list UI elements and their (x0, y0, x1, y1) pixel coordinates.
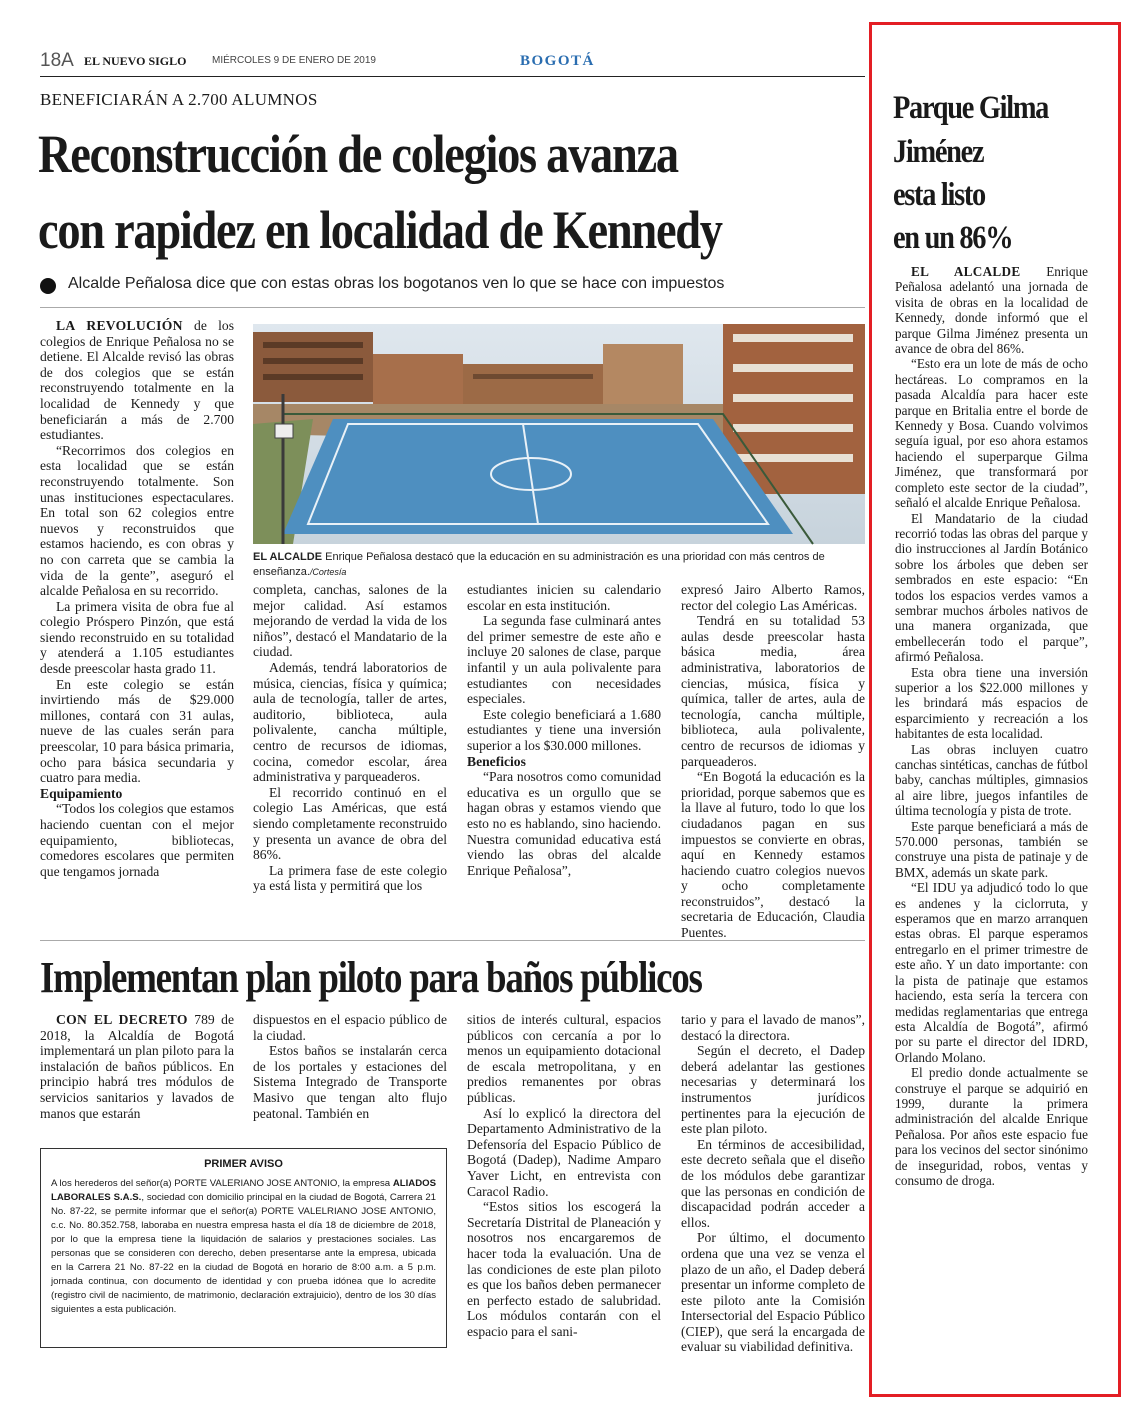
photo-credit: /Cortesía (309, 567, 347, 577)
header-rule (40, 76, 865, 77)
paragraph: de los colegios de Enrique Peñalosa no se detiene. El Alcalde revisó las obras de dos colegios que se están reconstruyendo totalmente en la localidad de Kennedy y que beneficiarán a más de 2.700 estudiantes. (40, 318, 234, 443)
photo-caption (253, 550, 865, 580)
main-headline-line1: Reconstrucción de colegios avanza (38, 124, 678, 184)
page-header (40, 50, 865, 72)
paragraph: expresó Jairo Alberto Ramos, rector del colegio Las Américas. (681, 582, 865, 613)
sidebar-headline-line2: Jiménez (893, 134, 984, 170)
paragraph: Además, tendrá laboratorios de música, ciencias, física y química; aula de tecnología, taller de artes, auditorio, biblioteca, aula polivalente, cancha múltiple, centro de recursos de idiomas, cocina, comedor escolar, área administrativa y parqueaderos. (253, 659, 447, 785)
paragraph: La primera visita de obra fue al colegio Próspero Pinzón, que está siendo reconstruido en su totalidad y atenderá a 1.105 estudiantes desde preescolar hasta grado 11. (40, 598, 234, 677)
paragraph: “El IDU ya adjudicó todo lo que es andenes y la ciclorruta, y esperamos que en marzo arranquen estas obras. El parque esperamos entregarlo en el primer trimestre de este año. Y un dato importante: con la pista de patinaje que estamos haciendo, esta sería la tercera con medidas reglamentarias que entrega esta Alcaldía de Bogotá”, afirmó por su parte el director del IDRD, Orlando Molano. (895, 880, 1088, 1065)
lead-word: CON EL DECRETO (56, 1012, 188, 1027)
article-divider (40, 940, 865, 941)
paragraph: Según el decreto, el Dadep deberá adelantar las gestiones necesarias y determinará los instrumentos jurídicos pertinentes para la ejecución de este plan piloto. (681, 1043, 865, 1137)
paragraph: “Para nosotros como comunidad educativa es un orgullo que se hagan obras y estamos viendo que esto no es hablando, sino haciendo. Nuestra comunidad educativa está viendo las obras del alcalde Enrique Peñalosa”, (467, 769, 661, 878)
paragraph: La segunda fase culminará antes del primer semestre de este año e incluye 20 salones de clase, parque infantil y un aula polivalente para estudiantes con necesidades especiales. (467, 613, 661, 707)
main-col-4 (681, 582, 865, 941)
school-photo (253, 324, 865, 544)
paragraph: dispuestos en el espacio público de la ciudad. (253, 1012, 447, 1043)
notice-text: A los herederos del señor(a) PORTE VALERIANO JOSE ANTONIO, la empresa (51, 1178, 391, 1189)
photo-caption-lead: EL ALCALDE (253, 551, 323, 563)
paragraph: El predio donde actualmente se construye el parque se adquirió en 1999, durante la primera administración del alcalde Enrique Peñalosa. Por años este espacio fue para los vecinos del sector sinónimo de inseguridad, robos, ventas y consumo de droga. (895, 1065, 1088, 1188)
section-subhead: Equipamiento (40, 785, 123, 801)
paragraph: En términos de accesibilidad, este decreto señala que el diseño de los módulos debe garantizar que las personas en condición de discapacidad podrán acceder a ellos. (681, 1136, 865, 1230)
paragraph: Así lo explicó la directora del Departamento Administrativo de la Defensoría del Espacio Público de Bogotá (Dadep), Nadime Amparo Yaver Licht, en entrevista con Caracol Radio. (467, 1105, 661, 1199)
main-col-1 (40, 318, 234, 924)
second-col-1 (40, 1012, 234, 1136)
sidebar-headline-line1: Parque Gilma (893, 90, 1049, 126)
paragraph: “En Bogotá la educación es la prioridad, porque sabemos que es la llave al futuro, todo lo que los ciudadanos pagan en sus impuestos se convierte en obras, aquí en Kennedy estamos haciendo cuatro colegios nuevos y ocho completamente reconstruidos”, destacó la secretaria de Educación, Claudia Puentes. (681, 769, 865, 941)
court-illustration (253, 324, 865, 544)
paragraph: Por último, el documento ordena que una vez se venza el plazo de un año, el Dadep deberá presentar un informe completo de este piloto ante la Comisión Intersectorial del Espacio Público (CIEP), que será la encargada de evaluar su viabilidad definitiva. (681, 1230, 865, 1355)
issue-date: MIÉRCOLES 9 DE ENERO DE 2019 (212, 55, 376, 66)
paragraph: “Todos los colegios que estamos haciendo cuentan con el mejor equipamiento, bibliotecas, comedores escolares que permiten que tengamos jornada (40, 801, 234, 879)
notice-text: , sociedad con domicilio principal en la ciudad de Bogotá, Carrera 21 No. 87-22, se permite informar que el señor(a) PORTE VALELRIANO JOSE ANTONIO, c.c. No. 80.352.758, laboraba en nuestra empresa hasta el día 18 de diciembre de 2018, por lo que la empresa tiene la liquidación de salarios y prestaciones sociales. Las personas que se consideren con derecho, deben presentarse ante la empresa, ubicada en la Carrera 21 No. 87-22 en la ciudad de Bogotá en horario de 8:00 a.m. a 5 p.m. jornada continua, con documento de identidad y con prueba idónea que lo acredite (registro civil de nacimiento, de matrimonio, declaración extrajuicio), dentro de los 30 días siguientes a esta publicación. (51, 1192, 436, 1315)
lead-word: EL ALCALDE (911, 264, 1021, 279)
main-subhead: Alcalde Peñalosa dice que con estas obras los bogotanos ven lo que se hace con impuestos (68, 275, 725, 292)
sidebar-headline-line3: esta listo (893, 177, 985, 213)
paragraph: estudiantes inicien su calendario escolar en esta institución. (467, 582, 661, 613)
second-headline: Implementan plan piloto para baños públicos (40, 953, 702, 1002)
paragraph: Esta obra tiene una inversión superior a los $22.000 millones y les brindará más espacios de esparcimiento y recreación a los habitantes de esta localidad. (895, 664, 1088, 742)
paragraph: El recorrido continuó en el colegio Las Américas, que está siendo completamente reconstruido y presenta un avance de obra del 86%. (253, 784, 447, 863)
kicker: BENEFICIARÁN A 2.700 ALUMNOS (40, 90, 318, 109)
second-col-4 (681, 1012, 865, 1355)
notice-body (51, 1177, 436, 1317)
paragraph: “Estos sitios los escogerá la Secretaría Distrital de Planeación y nosotros nos encargaremos de hacer toda la evaluación. Una de las condiciones de este plan piloto es que los baños deben permanecer en perfecto estado de salubridad. Los módulos contarán con el espacio para el sani- (467, 1199, 661, 1339)
paragraph: sitios de interés cultural, espacios públicos con cercanía a por lo menos un equipamiento dotacional de escala metropolitana, y en predios remanentes por obras públicas. (467, 1012, 661, 1105)
lead-word: LA REVOLUCIÓN (56, 318, 183, 333)
second-col-2 (253, 1012, 447, 1136)
paragraph: Este colegio beneficiará a 1.680 estudiantes y tiene una inversión superior a los $30.000 millones. (467, 706, 661, 753)
notice-company: ALIADOS LABORALES S.A.S. (51, 1178, 436, 1203)
photo-caption-text: Enrique Peñalosa destacó que la educación en su administración es una prioridad con más centros de enseñanza. (253, 551, 825, 578)
subhead-bullet (40, 278, 56, 294)
subhead-rule (40, 307, 865, 308)
notice-title: PRIMER AVISO (204, 1158, 283, 1170)
paragraph: completa, canchas, salones de la mejor calidad. Así estamos mejorando de verdad la vida de los niños”, destacó el Mandatario de la ciudad. (253, 582, 447, 660)
paragraph: Tendrá en su totalidad 53 aulas desde preescolar hasta básica media, área administrativa, laboratorios de ciencias, música, física y química, taller de artes, aula de tecnología, cancha múltiple, biblioteca, aula polivalente, centro de recursos de idiomas y parqueaderos. (681, 613, 865, 769)
paragraph: La primera fase de este colegio ya está lista y permitirá que los (253, 862, 447, 894)
paragraph: Estos baños se instalarán cerca de los portales y estaciones del Sistema Integrado de Transporte Masivo que tengan alto flujo peatonal. También en (253, 1043, 447, 1121)
paragraph: 789 de 2018, la Alcaldía de Bogotá implementará un plan piloto para la instalación de baños públicos. En principio habrá tres módulos de servicios sanitarios y lavados de manos que estarán (40, 1012, 234, 1121)
paragraph: Las obras incluyen cuatro canchas sintéticas, canchas de fútbol baby, canchas múltiples, gimnasios al aire libre, juegos infantiles de última tecnología y pista de trote. (895, 741, 1088, 819)
paragraph: En este colegio se están invirtiendo más de $29.000 millones, contará con 31 aulas, nueve de las cuales serán para preescolar, 10 para básica primaria, ocho para básica secundaria y cuatro para media. (40, 676, 234, 786)
section-label: BOGOTÁ (520, 53, 595, 69)
sidebar-body (895, 264, 1088, 1354)
paper-name: EL NUEVO SIGLO (84, 54, 187, 68)
second-col-3 (467, 1012, 661, 1352)
paragraph: El Mandatario de la ciudad recorrió todas las obras del parque y dio instrucciones al Jardín Botánico sobre los árboles que deben ser sembrados en este espacio: “En todos los espacios verdes vamos a sembrar muchos árboles nativos de una manera organizada, que embellecerán todo el parque”, afirmó Peñalosa. (895, 510, 1088, 665)
sidebar-headline-line4: en un 86% (893, 220, 1013, 256)
paragraph: “Esto era un lote de más de ocho hectáreas. Lo compramos en la pasada Alcaldía para hacer este parque en Britalia entre el borde de Kennedy y Bosa. Cuando volvimos seguía igual, por eso ahora estamos haciendo el superparque Gilma Jiménez, que transformará por completo este sector de la ciudad”, señaló el alcalde Enrique Peñalosa. (895, 356, 1088, 511)
main-headline-line2: con rapidez en localidad de Kennedy (38, 200, 722, 260)
section-subhead: Beneficios (467, 753, 526, 769)
legal-notice (40, 1148, 447, 1348)
main-col-3 (467, 582, 661, 924)
paragraph: Este parque beneficiará a más de 570.000 personas, también se construye una pista de patinaje y de BMX, además un skate park. (895, 818, 1088, 880)
paragraph: Enrique Peñalosa adelantó una jornada de visita de obras en la localidad de Kennedy, donde informó que el parque Gilma Jiménez presenta un avance de obra del 86%. (895, 264, 1088, 357)
main-col-2 (253, 582, 447, 924)
paragraph: tario y para el lavado de manos”, destacó la directora. (681, 1012, 865, 1043)
page-number: 18A (40, 50, 74, 71)
paragraph: “Recorrimos dos colegios en esta localidad que se están reconstruyendo totalmente. Son unas instituciones espectaculares. En total son 62 colegios entre nuevos y reconstruidos que estamos haciendo, es con obras y no con carreta que se cambia la vida de la gente”, aseguró el alcalde Peñalosa en su recorrido. (40, 442, 234, 599)
